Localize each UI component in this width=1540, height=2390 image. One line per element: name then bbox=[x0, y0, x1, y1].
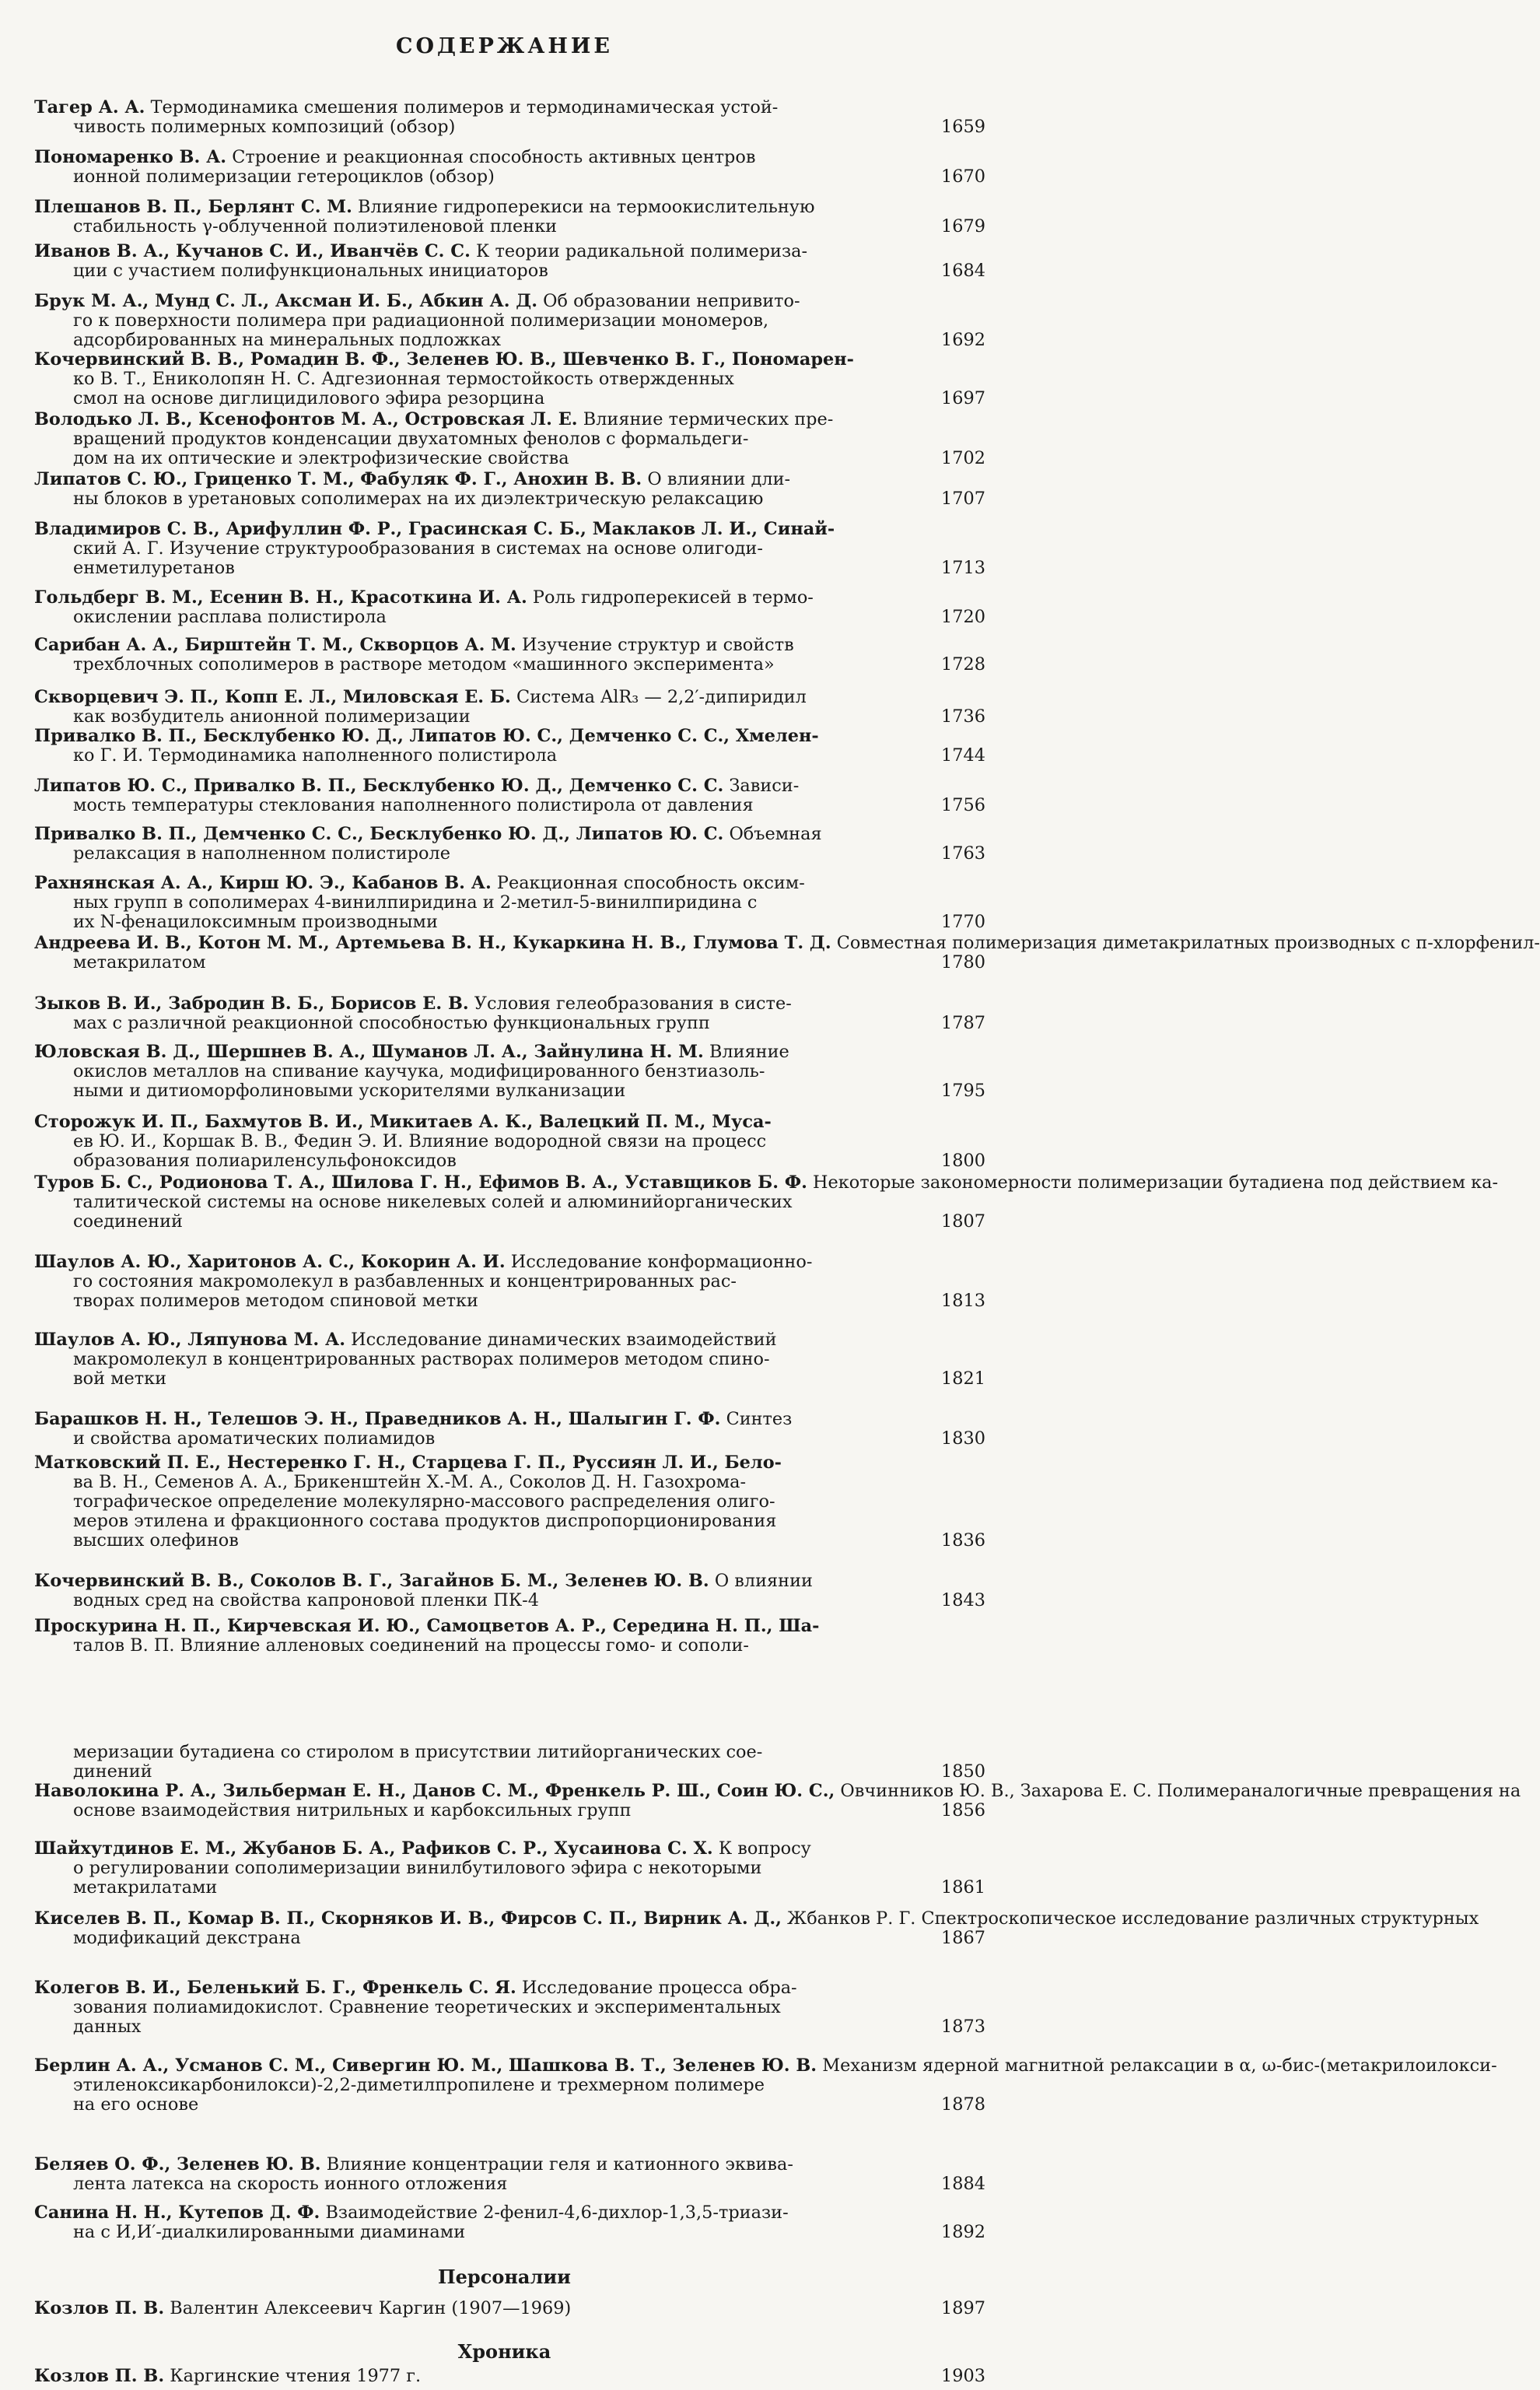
section-heading: Хроника bbox=[457, 2340, 551, 2363]
entry-page-number: 1659 bbox=[941, 117, 985, 137]
entry-first-line bbox=[34, 1253, 944, 1272]
entry-page-number: 1873 bbox=[941, 2017, 985, 2037]
entry-page-number: 1897 bbox=[941, 2298, 985, 2318]
entry-title-text: К теории радикальной полимериза- bbox=[476, 241, 808, 261]
entry-title-line: их N-фенацилоксимным производными bbox=[73, 912, 438, 932]
entry-page-number: 1795 bbox=[941, 1081, 985, 1101]
toc-entry bbox=[34, 292, 944, 350]
entry-title-line: о регулировании сополимеризации винилбутилового эфира с некоторыми bbox=[73, 1858, 762, 1878]
entry-authors: Брук М. А., Мунд С. Л., Аксман И. Б., Абкин А. Д. bbox=[34, 291, 538, 311]
entry-first-line bbox=[34, 410, 944, 429]
entry-page-number: 1903 bbox=[941, 2366, 985, 2386]
entry-title-text: Механизм ядерной магнитной релаксации в α, ω-бис-(метакрилоилокси- bbox=[822, 2055, 1497, 2076]
entry-first-line bbox=[34, 198, 944, 217]
entry-first-line bbox=[34, 98, 944, 117]
entry-first-line bbox=[34, 588, 944, 608]
entry-title-line: вращений продуктов конденсации двухатомных фенолов с формальдеги- bbox=[73, 429, 749, 449]
toc-entry bbox=[34, 1572, 944, 1610]
entry-first-line bbox=[34, 1043, 944, 1062]
toc-entry bbox=[34, 410, 944, 468]
entry-first-line bbox=[34, 1781, 1521, 1801]
entry-title-text: Влияние bbox=[709, 1042, 789, 1062]
entry-title-line: релаксация в наполненном полистироле bbox=[73, 843, 450, 864]
entry-first-line bbox=[34, 292, 944, 311]
entry-authors: Иванов В. А., Кучанов С. И., Иванчёв С. С. bbox=[34, 241, 471, 261]
entry-title-line: ионной полимеризации гетероциклов (обзор) bbox=[73, 166, 495, 187]
toc-entry bbox=[34, 350, 944, 408]
toc-entry bbox=[34, 1043, 944, 1101]
entry-title-text: Некоторые закономерности полимеризации бутадиена под действием ка- bbox=[813, 1172, 1499, 1193]
entry-authors: Андреева И. В., Котон М. М., Артемьева В. Н., Кукаркина Н. В., Глумова Т. Д. bbox=[34, 933, 831, 953]
entry-title-text: Зависи- bbox=[729, 776, 800, 796]
entry-title-line: ва В. Н., Семенов А. А., Брикенштейн Х.-М. А., Соколов Д. Н. Газохрома- bbox=[73, 1472, 747, 1492]
entry-title-line: ский А. Г. Изучение структурообразования в системах на основе олигоди- bbox=[73, 538, 763, 559]
entry-authors: Зыков В. И., Забродин В. Б., Борисов Е. В. bbox=[34, 993, 469, 1014]
entry-authors: Киселев В. П., Комар В. П., Скорняков И. В., Фирсов С. П., Вирник А. Д., bbox=[34, 1908, 782, 1929]
entry-title-text: Исследование процесса обра- bbox=[521, 1978, 797, 1998]
entry-title-text: Влияние гидроперекиси на термоокислительную bbox=[358, 197, 815, 217]
entry-first-line bbox=[34, 933, 1540, 953]
entry-title-line: метакрилатом bbox=[73, 952, 206, 972]
entry-page-number: 1884 bbox=[941, 2174, 985, 2194]
entry-page-number: 1821 bbox=[941, 1368, 985, 1389]
entry-title-line: чивость полимерных композиций (обзор) bbox=[73, 117, 456, 137]
entry-first-line bbox=[34, 470, 944, 489]
entry-authors: Барашков Н. Н., Телешов Э. Н., Праведников А. Н., Шалыгин Г. Ф. bbox=[34, 1409, 721, 1429]
toc-entry bbox=[34, 825, 944, 864]
entry-first-line bbox=[34, 2155, 944, 2174]
entry-title-line: талов В. П. Влияние алленовых соединений на процессы гомо- и сополи- bbox=[73, 1635, 749, 1656]
entry-title-text: Изучение структур и свойств bbox=[521, 635, 794, 655]
entry-page-number: 1843 bbox=[941, 1590, 985, 1610]
entry-title-text: Объемная bbox=[729, 824, 822, 844]
toc-entry bbox=[34, 1253, 944, 1311]
entry-authors: Липатов С. Ю., Гриценко Т. М., Фабуляк Ф. Г., Анохин В. В. bbox=[34, 469, 642, 489]
entry-authors: Плешанов В. П., Берлянт С. М. bbox=[34, 197, 352, 217]
entry-authors: Матковский П. Е., Нестеренко Г. Н., Старцева Г. П., Руссиян Л. И., Бело- bbox=[34, 1453, 782, 1473]
entry-title-text: Взаимодействие 2-фенил-4,6-дихлор-1,3,5-триази- bbox=[325, 2203, 789, 2223]
entry-first-line bbox=[34, 727, 944, 746]
entry-page-number: 1830 bbox=[941, 1428, 985, 1449]
toc-entry bbox=[34, 588, 944, 627]
entry-title-text: О влиянии дли- bbox=[647, 469, 791, 489]
entry-authors: Скворцевич Э. П., Копп Е. Л., Миловская Е. Б. bbox=[34, 687, 511, 707]
entry-authors: Колегов В. И., Беленький Б. Г., Френкель С. Я. bbox=[34, 1978, 516, 1998]
entry-title-line: образования полиариленсульфоноксидов bbox=[73, 1151, 457, 1171]
entry-title-text: Реакционная способность оксим- bbox=[496, 873, 805, 893]
entry-page-number: 1720 bbox=[941, 607, 985, 627]
toc-entry bbox=[34, 874, 944, 932]
entry-authors: Шайхутдинов Е. М., Жубанов Б. А., Рафиков С. Р., Хусаинова С. Х. bbox=[34, 1838, 713, 1859]
entry-title-line: ных групп в сополимерах 4-винилпиридина и 2-метил-5-винилпиридина с bbox=[73, 892, 758, 913]
toc-entry bbox=[34, 2367, 944, 2386]
entry-title-text: Термодинамика смешения полимеров и термодинамическая устой- bbox=[150, 97, 779, 117]
entry-page-number: 1770 bbox=[941, 912, 985, 932]
entry-page-number: 1692 bbox=[941, 330, 985, 350]
entry-title-line: мах с различной реакционной способностью функциональных групп bbox=[73, 1013, 710, 1033]
entry-title-text: Каргинские чтения 1977 г. bbox=[170, 2366, 422, 2386]
entry-title-line: мость температуры стеклования наполненного полистирола от давления bbox=[73, 795, 754, 815]
entry-authors: Туров Б. С., Родионова Т. А., Шилова Г. Н., Ефимов В. А., Уставщиков Б. Ф. bbox=[34, 1172, 807, 1193]
entry-page-number: 1850 bbox=[941, 1761, 985, 1782]
entry-title-text: Валентин Алексеевич Каргин (1907—1969) bbox=[170, 2298, 572, 2318]
entry-authors: Гольдберг В. М., Есенин В. Н., Красоткина И. А. bbox=[34, 587, 527, 608]
entry-title-text: О влиянии bbox=[714, 1571, 813, 1591]
entry-authors: Привалко В. П., Демченко С. С., Бесклубенко Ю. Д., Липатов Ю. С. bbox=[34, 824, 724, 844]
entry-first-line bbox=[34, 2299, 944, 2318]
entry-authors: Козлов П. В. bbox=[34, 2298, 165, 2318]
entry-authors: Липатов Ю. С., Привалко В. П., Бесклубенко Ю. Д., Демченко С. С. bbox=[34, 776, 724, 796]
toc-entry bbox=[34, 470, 944, 509]
entry-first-line bbox=[34, 1978, 944, 1998]
entry-first-line bbox=[34, 1453, 944, 1473]
toc-entry bbox=[34, 198, 944, 237]
toc-entry bbox=[34, 1113, 944, 1171]
entry-first-line bbox=[34, 242, 944, 261]
entry-title-line: талитической системы на основе никелевых солей и алюминийорганических bbox=[73, 1192, 793, 1212]
entry-page-number: 1728 bbox=[941, 654, 985, 675]
toc-entry bbox=[34, 242, 944, 281]
entry-title-line: меров этилена и фракционного состава продуктов диспропорционирования bbox=[73, 1511, 777, 1531]
entry-title-line: ции с участием полифункциональных инициаторов bbox=[73, 261, 548, 281]
entry-authors: Юловская В. Д., Шершнев В. А., Шуманов Л. А., Зайнулина Н. М. bbox=[34, 1042, 704, 1062]
toc-entry bbox=[34, 1617, 944, 1656]
entry-title-line: ны блоков в уретановых сополимерах на их диэлектрическую релаксацию bbox=[73, 489, 764, 509]
entry-page-number: 1800 bbox=[941, 1151, 985, 1171]
toc-entry bbox=[34, 994, 944, 1033]
entry-authors: Рахнянская А. А., Кирш Ю. Э., Кабанов В. А. bbox=[34, 873, 492, 893]
entry-title-line: ев Ю. И., Коршак В. В., Федин Э. И. Влияние водородной связи на процесс bbox=[73, 1131, 767, 1151]
toc-entry bbox=[34, 2299, 944, 2318]
entry-page-number: 1679 bbox=[941, 216, 985, 237]
entry-first-line bbox=[34, 1330, 944, 1350]
entry-title-line: ко В. Т., Ениколопян Н. С. Адгезионная термостойкость отвержденных bbox=[73, 369, 734, 389]
entry-first-line bbox=[34, 148, 944, 167]
entry-title-text: Об образовании непривито- bbox=[543, 291, 800, 311]
entry-title-line: основе взаимодействия нитрильных и карбоксильных групп bbox=[73, 1800, 632, 1821]
entry-title-text: Исследование динамических взаимодействий bbox=[351, 1330, 777, 1350]
entry-title-line: макромолекул в концентрированных растворах полимеров методом спино- bbox=[73, 1349, 770, 1369]
entry-page-number: 1744 bbox=[941, 745, 985, 766]
entry-page-number: 1707 bbox=[941, 489, 985, 509]
toc-entry bbox=[34, 688, 944, 727]
toc-entry bbox=[34, 1410, 944, 1449]
entry-title-line: динений bbox=[73, 1761, 152, 1782]
entry-title-line: на с И,И′-диалкилированными диаминами bbox=[73, 2222, 466, 2242]
entry-title-line: окислов металлов на спивание каучука, модифицированного бензтиазоль- bbox=[73, 1061, 765, 1081]
section-heading: Персоналии bbox=[438, 2266, 571, 2288]
entry-title-text: Овчинников Ю. В., Захарова Е. С. Полимераналогичные превращения на bbox=[840, 1781, 1521, 1801]
entry-authors: Козлов П. В. bbox=[34, 2366, 165, 2386]
entry-title-line: метакрилатами bbox=[73, 1877, 218, 1898]
entry-title-text: Строение и реакционная способность активных центров bbox=[232, 147, 756, 167]
entry-title-text: Исследование конформационно- bbox=[510, 1252, 813, 1272]
entry-page-number: 1813 bbox=[941, 1291, 985, 1311]
entry-first-line bbox=[34, 1908, 1479, 1929]
entry-title-line: лента латекса на скорость ионного отложения bbox=[73, 2174, 508, 2194]
entry-title-line: ными и дитиоморфолиновыми ускорителями вулканизации bbox=[73, 1081, 626, 1101]
toc-entry bbox=[34, 148, 944, 187]
entry-title-text: Система AlR₃ — 2,2′-дипиридил bbox=[516, 687, 807, 707]
toc-entry bbox=[34, 2203, 944, 2242]
entry-title-line: высших олефинов bbox=[73, 1530, 239, 1551]
entry-authors: Проскурина Н. П., Кирчевская И. Ю., Самоцветов А. Р., Середина Н. П., Ша- bbox=[34, 1616, 820, 1636]
toc-entry bbox=[34, 1453, 944, 1551]
entry-first-line bbox=[34, 350, 944, 370]
entry-first-line bbox=[34, 688, 944, 707]
entry-first-line bbox=[34, 2367, 944, 2386]
entry-authors: Шаулов А. Ю., Харитонов А. С., Кокорин А. И. bbox=[34, 1252, 506, 1272]
entry-first-line bbox=[34, 1410, 944, 1429]
entry-page-number: 1861 bbox=[941, 1877, 985, 1898]
entry-page-number: 1836 bbox=[941, 1530, 985, 1551]
toc-entry bbox=[34, 2155, 944, 2194]
entry-title-line: енметилуретанов bbox=[73, 558, 235, 578]
toc-entry bbox=[34, 98, 944, 137]
entry-title-text: Совместная полимеризация диметакрилатных производных с п-хлорфенил- bbox=[836, 933, 1540, 953]
entry-title-line: как возбудитель анионной полимеризации bbox=[73, 706, 471, 727]
toc-entry bbox=[34, 776, 944, 815]
entry-authors: Сарибан А. А., Бирштейн Т. М., Скворцов А. М. bbox=[34, 635, 516, 655]
entry-title-text: Синтез bbox=[726, 1409, 793, 1429]
entry-title-line: го к поверхности полимера при радиационной полимеризации мономеров, bbox=[73, 310, 769, 331]
entry-page-number: 1713 bbox=[941, 558, 985, 578]
entry-title-line: окислении расплава полистирола bbox=[73, 607, 387, 627]
entry-title-line: го состояния макромолекул в разбавленных и концентрированных рас- bbox=[73, 1271, 737, 1291]
entry-authors: Берлин А. А., Усманов С. М., Сивергин Ю. М., Шашкова В. Т., Зеленев Ю. В. bbox=[34, 2055, 817, 2076]
entry-title-line: творах полимеров методом спиновой метки bbox=[73, 1291, 478, 1311]
entry-page-number: 1697 bbox=[941, 388, 985, 408]
entry-page-number: 1878 bbox=[941, 2094, 985, 2115]
entry-page-number: 1892 bbox=[941, 2222, 985, 2242]
entry-page-number: 1756 bbox=[941, 795, 985, 815]
entry-authors: Беляев О. Ф., Зеленев Ю. В. bbox=[34, 2154, 321, 2174]
entry-authors: Тагер А. А. bbox=[34, 97, 145, 117]
entry-first-line bbox=[34, 636, 944, 655]
toc-entry bbox=[34, 1330, 944, 1389]
entry-authors: Привалко В. П., Бесклубенко Ю. Д., Липатов Ю. С., Демченко С. С., Хмелен- bbox=[34, 726, 819, 746]
entry-title-line: трехблочных сополимеров в растворе методом «машинного эксперимента» bbox=[73, 654, 775, 675]
entry-first-line bbox=[34, 1839, 944, 1859]
page-title: СОДЕРЖАНИЕ bbox=[396, 34, 613, 58]
entry-title-text: Жбанков Р. Г. Спектроскопическое исследование различных структурных bbox=[787, 1908, 1479, 1929]
toc-entry bbox=[34, 727, 944, 766]
entry-authors: Владимиров С. В., Арифуллин Ф. Р., Грасинская С. Б., Маклаков Л. И., Синай- bbox=[34, 519, 835, 539]
entry-title-line: ко Г. И. Термодинамика наполненного полистирола bbox=[73, 745, 558, 766]
entry-title-text: Влияние термических пре- bbox=[583, 409, 834, 429]
entry-first-line bbox=[34, 520, 944, 539]
entry-authors: Шаулов А. Ю., Ляпунова М. А. bbox=[34, 1330, 345, 1350]
entry-title-line: смол на основе диглицидилового эфира резорцина bbox=[73, 388, 545, 408]
entry-page-number: 1780 bbox=[941, 952, 985, 972]
entry-authors: Наволокина Р. А., Зильберман Е. Н., Данов С. М., Френкель Р. Ш., Соин Ю. С., bbox=[34, 1781, 835, 1801]
entry-page-number: 1807 bbox=[941, 1211, 985, 1232]
toc-entry bbox=[34, 1978, 944, 2037]
entry-title-line: на его основе bbox=[73, 2094, 199, 2115]
entry-page-number: 1670 bbox=[941, 166, 985, 187]
entry-first-line bbox=[34, 1113, 944, 1132]
entry-title-line: дом на их оптические и электрофизические свойства bbox=[73, 448, 569, 468]
entry-page-number: 1736 bbox=[941, 706, 985, 727]
entry-page-number: 1787 bbox=[941, 1013, 985, 1033]
entry-title-line: водных сред на свойства капроновой пленки ПК-4 bbox=[73, 1590, 539, 1610]
entry-first-line bbox=[34, 825, 944, 844]
toc-entry bbox=[34, 636, 944, 675]
entry-authors: Пономаренко В. А. bbox=[34, 147, 227, 167]
entry-page-number: 1856 bbox=[941, 1800, 985, 1821]
entry-first-line bbox=[34, 874, 944, 893]
entry-title-line: данных bbox=[73, 2017, 142, 2037]
entry-title-line: адсорбированных на минеральных подложках bbox=[73, 330, 502, 350]
entry-title-text: Условия гелеобразования в систе- bbox=[474, 993, 792, 1014]
entry-authors: Володько Л. В., Ксенофонтов М. А., Островская Л. Е. bbox=[34, 409, 578, 429]
entry-title-line: стабильность γ-облученной полиэтиленовой пленки bbox=[73, 216, 558, 237]
entry-title-line: зования полиамидокислот. Сравнение теоретических и экспериментальных bbox=[73, 1997, 781, 2017]
entry-title-line: и свойства ароматических полиамидов bbox=[73, 1428, 436, 1449]
entry-title-line: этиленоксикарбонилокси)-2,2-диметилпропилене и трехмерном полимере bbox=[73, 2075, 765, 2095]
entry-title-line: соединений bbox=[73, 1211, 183, 1232]
entry-first-line bbox=[34, 1172, 1499, 1193]
entry-authors: Сторожук И. П., Бахмутов В. И., Микитаев А. К., Валецкий П. М., Муса- bbox=[34, 1112, 772, 1132]
entry-first-line bbox=[34, 2203, 944, 2223]
entry-title-text: К вопросу bbox=[718, 1838, 811, 1859]
entry-first-line bbox=[34, 994, 944, 1014]
entry-page-number: 1702 bbox=[941, 448, 985, 468]
entry-first-line bbox=[34, 776, 944, 796]
toc-entry bbox=[34, 520, 944, 578]
entry-title-text: Роль гидроперекисей в термо- bbox=[532, 587, 814, 608]
entry-page-number: 1763 bbox=[941, 843, 985, 864]
entry-first-line bbox=[34, 1617, 944, 1636]
entry-page-number: 1684 bbox=[941, 261, 985, 281]
entry-first-line bbox=[34, 2055, 1497, 2076]
entry-title-line: модификаций декстрана bbox=[73, 1928, 301, 1948]
entry-authors: Кочервинский В. В., Соколов В. Г., Загайнов Б. М., Зеленев Ю. В. bbox=[34, 1571, 709, 1591]
entry-title-text: Влияние концентрации геля и катионного эквива- bbox=[326, 2154, 793, 2174]
entry-page-number: 1867 bbox=[941, 1928, 985, 1948]
toc-entry bbox=[34, 1743, 944, 1782]
entry-title-line: тографическое определение молекулярно-массового распределения олиго- bbox=[73, 1491, 775, 1512]
entry-title-line: меризации бутадиена со стиролом в присутствии литийорганических сое- bbox=[73, 1742, 763, 1762]
entry-authors: Кочервинский В. В., Ромадин В. Ф., Зеленев Ю. В., Шевченко В. Г., Пономарен- bbox=[34, 349, 854, 370]
entry-authors: Санина Н. Н., Кутепов Д. Ф. bbox=[34, 2203, 320, 2223]
entry-title-line: вой метки bbox=[73, 1368, 167, 1389]
entry-first-line bbox=[34, 1572, 944, 1591]
toc-entry bbox=[34, 1839, 944, 1898]
